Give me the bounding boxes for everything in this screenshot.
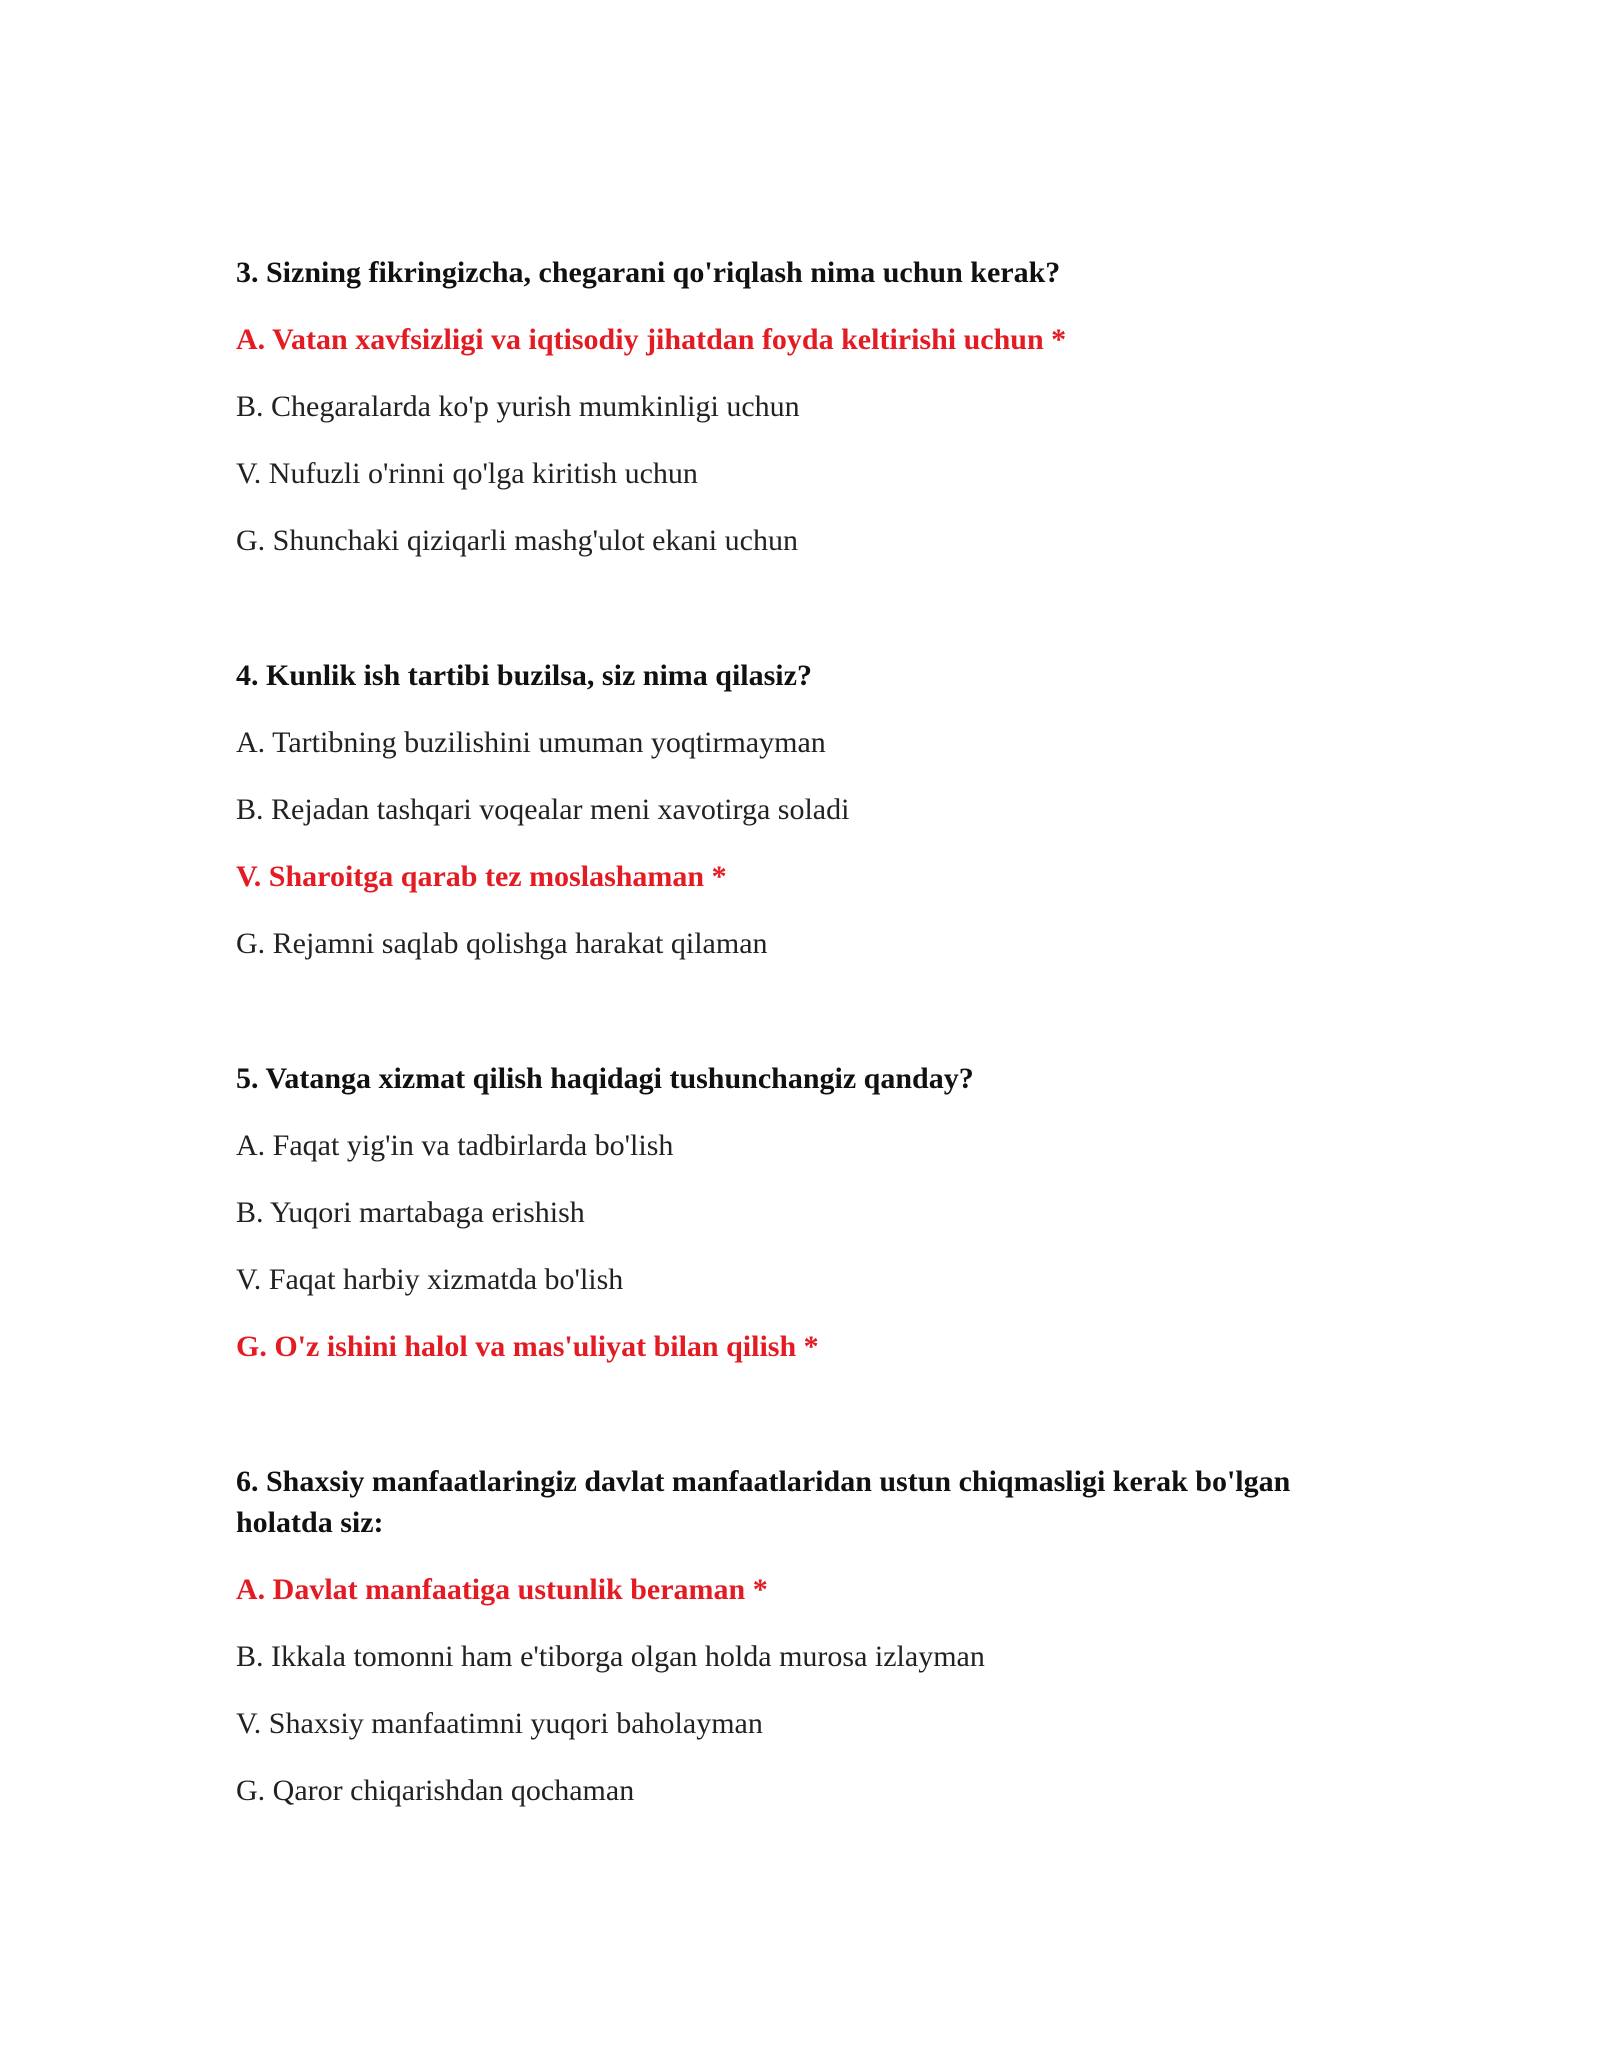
spacer [236,990,1376,1058]
answer-option: B. Chegaralarda ko'p yurish mumkinligi uchun [236,390,800,423]
answer-option-correct: V. Sharoitga qarab tez moslashaman * [236,860,727,893]
answer-option: G. Shunchaki qiziqarli mashg'ulot ekani uchun [236,524,798,557]
question-title: 3. Sizning fikringizcha, chegarani qo'riqlash nima uchun kerak? [236,256,1061,289]
question-block-4 [236,655,1376,964]
question-title: 5. Vatanga xizmat qilish haqidagi tushunchangiz qanday? [236,1062,974,1095]
question-title: 4. Kunlik ish tartibi buzilsa, siz nima qilasiz? [236,659,812,692]
question-title: 6. Shaxsiy manfaatlaringiz davlat manfaatlaridan ustun chiqmasligi kerak bo'lgan holatda siz: [236,1465,1291,1539]
answer-option: V. Nufuzli o'rinni qo'lga kiritish uchun [236,457,698,490]
answer-option: A. Faqat yig'in va tadbirlarda bo'lish [236,1129,674,1162]
answer-option-correct: G. O'z ishini halol va mas'uliyat bilan qilish * [236,1330,819,1363]
answer-option: V. Faqat harbiy xizmatda bo'lish [236,1263,624,1296]
answer-option: A. Tartibning buzilishini umuman yoqtirmayman [236,726,826,759]
answer-option: V. Shaxsiy manfaatimni yuqori baholayman [236,1707,763,1740]
answer-option: G. Qaror chiqarishdan qochaman [236,1774,635,1807]
quiz-page [236,252,1376,1837]
answer-option: B. Ikkala tomonni ham e'tiborga olgan holda murosa izlayman [236,1640,985,1673]
question-block-5 [236,1058,1376,1367]
question-block-3 [236,252,1376,561]
answer-option: B. Yuqori martabaga erishish [236,1196,585,1229]
spacer [236,587,1376,655]
answer-option: G. Rejamni saqlab qolishga harakat qilaman [236,927,768,960]
answer-option-correct: A. Vatan xavfsizligi va iqtisodiy jihatdan foyda keltirishi uchun * [236,323,1067,356]
question-block-6 [236,1461,1376,1811]
spacer [236,1393,1376,1461]
answer-option-correct: A. Davlat manfaatiga ustunlik beraman * [236,1573,768,1606]
answer-option: B. Rejadan tashqari voqealar meni xavotirga soladi [236,793,850,826]
